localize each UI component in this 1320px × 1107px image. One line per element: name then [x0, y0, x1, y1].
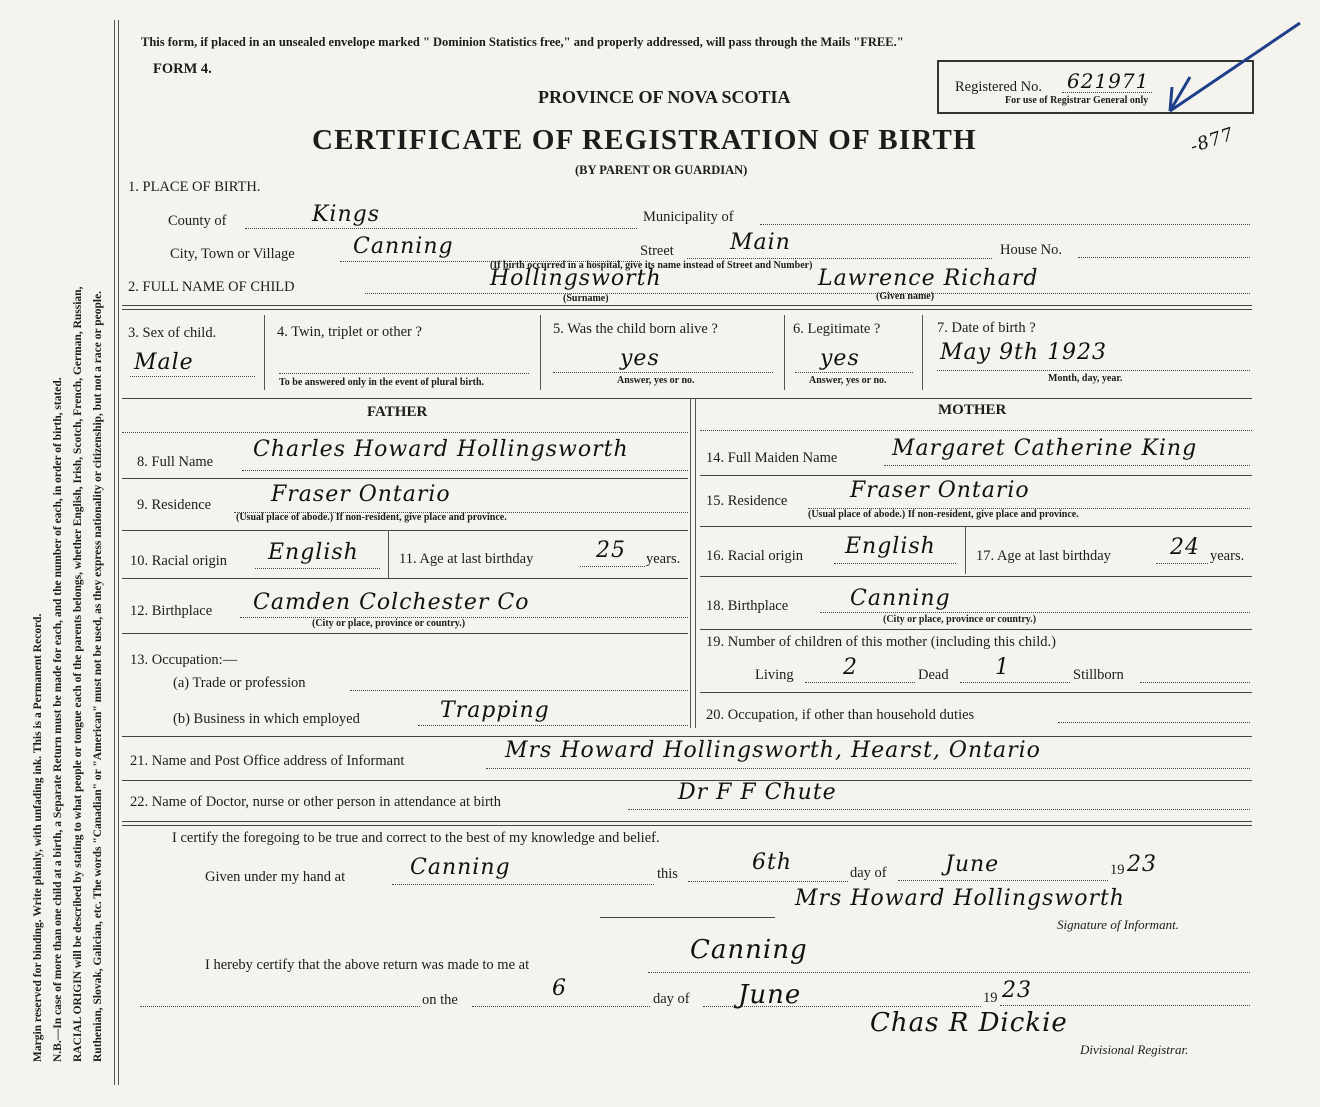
legitimate-caption: Answer, yes or no.	[809, 375, 887, 386]
divider	[122, 633, 688, 634]
this-label: this	[657, 866, 678, 882]
mother-occupation-label: 20. Occupation, if other than household duties	[706, 707, 975, 723]
business-line	[418, 725, 688, 726]
registrar-year-value: 23	[1002, 978, 1032, 1003]
dob-line	[937, 370, 1250, 371]
doctor-value: Dr F F Chute	[678, 780, 837, 805]
mother-birthplace-caption: (City or place, province or country.)	[883, 614, 1037, 625]
binding-margin-rule	[114, 20, 115, 1085]
on-the-label: on the	[422, 992, 458, 1008]
alive-label: 5. Was the child born alive ?	[553, 321, 718, 337]
registrar-dayof-label: day of	[653, 991, 690, 1007]
mother-residence-caption: (Usual place of abode.) If non-resident, give place and province.	[808, 509, 1079, 520]
informant-value: Mrs Howard Hollingsworth, Hearst, Ontario	[505, 738, 1041, 763]
divider	[122, 478, 688, 479]
city-value: Canning	[353, 234, 454, 259]
box-divider	[784, 315, 785, 390]
registered-number: 621971	[1067, 69, 1150, 93]
registrar-day-line	[472, 1006, 650, 1007]
mother-age-label: 17. Age at last birthday	[976, 548, 1111, 564]
cert-day-line	[688, 881, 848, 882]
children-label: 19. Number of children of this mother (including this child.)	[706, 634, 1056, 650]
father-heading: FATHER	[367, 404, 428, 420]
informant-signature-caption: Signature of Informant.	[1057, 917, 1179, 932]
county-value: Kings	[312, 202, 381, 227]
alive-value: yes	[620, 346, 660, 371]
mother-birthplace-label: 18. Birthplace	[706, 598, 789, 614]
house-line	[1078, 257, 1250, 258]
divider	[122, 398, 1252, 399]
informant-line	[486, 768, 1250, 769]
margin-mark: -877	[1187, 123, 1237, 158]
registrar-year-line	[1000, 1005, 1250, 1006]
mother-age-value: 24	[1170, 535, 1200, 560]
child-name-line	[365, 293, 1250, 294]
surname-caption: (Surname)	[563, 293, 609, 304]
father-age-label: 11. Age at last birthday	[399, 551, 534, 567]
cert-month-value: June	[945, 852, 1000, 877]
legitimate-line	[795, 372, 913, 373]
father-residence-value: Fraser Ontario	[271, 482, 451, 507]
living-label: Living	[755, 667, 794, 683]
margin-note-1: Margin reserved for binding. Write plainly, with unfading ink. This is a Permanent Record.	[32, 613, 44, 1062]
father-race-value: English	[268, 540, 359, 565]
dead-line	[960, 682, 1070, 683]
given-under-label: Given under my hand at	[205, 869, 346, 885]
dob-caption: Month, day, year.	[1048, 373, 1123, 384]
legitimate-label: 6. Legitimate ?	[793, 321, 881, 337]
cert-day-value: 6th	[752, 850, 793, 875]
child-given-name: Lawrence Richard	[818, 266, 1039, 291]
box-divider	[388, 530, 389, 578]
father-years-label: years.	[646, 551, 681, 567]
stillborn-line	[1140, 682, 1250, 683]
mother-residence-label: 15. Residence	[706, 493, 788, 509]
hospital-note: (If birth occurred in a hospital, give its name instead of Street and Number)	[490, 260, 813, 271]
certificate-title: CERTIFICATE OF REGISTRATION OF BIRTH	[312, 124, 977, 156]
certify-statement: I certify the foregoing to be true and correct to the best of my knowledge and belief.	[172, 830, 660, 846]
cert-year-prefix: 19	[1110, 862, 1125, 878]
registrar-day-value: 6	[552, 976, 567, 1001]
parents-divider	[695, 398, 696, 728]
given-name-caption: (Given name)	[876, 291, 935, 302]
divider	[700, 430, 1252, 431]
dead-value: 1	[995, 655, 1010, 680]
margin-note-4: Ruthenian, Slovak, Galician, etc. The words "Canadian" or "American" must not be used, as they express nationality or citizenship, but not a race or people.	[92, 290, 104, 1062]
father-age-value: 25	[596, 538, 626, 563]
cert-place-line	[392, 884, 654, 885]
registrar-place-value: Canning	[690, 935, 808, 965]
father-age-line	[580, 566, 645, 567]
legitimate-value: yes	[820, 346, 860, 371]
business-label: (b) Business in which employed	[173, 711, 360, 727]
divider	[122, 736, 1252, 737]
divider	[700, 629, 1252, 630]
mother-age-line	[1156, 563, 1208, 564]
living-value: 2	[843, 655, 858, 680]
signature-line	[600, 917, 775, 918]
certificate-subtitle: (BY PARENT OR GUARDIAN)	[575, 163, 748, 177]
divider	[122, 821, 1252, 826]
stillborn-label: Stillborn	[1073, 667, 1124, 683]
box-divider	[965, 526, 966, 574]
registrar-month-value: June	[738, 980, 802, 1010]
divider	[700, 475, 1252, 476]
divider	[700, 526, 1252, 527]
postal-note: This form, if placed in an unsealed envelope marked " Dominion Statistics free," and properly addressed, will pass through the Mails "FREE."	[141, 35, 904, 49]
binding-margin-rule-inner	[118, 20, 119, 1085]
parents-divider	[690, 398, 691, 728]
street-line	[687, 258, 992, 259]
registrar-statement: I hereby certify that the above return was made to me at	[205, 957, 530, 973]
trade-label: (a) Trade or profession	[173, 675, 306, 691]
county-line	[245, 228, 637, 229]
divider	[122, 432, 688, 433]
father-race-label: 10. Racial origin	[130, 553, 228, 569]
alive-caption: Answer, yes or no.	[617, 375, 695, 386]
business-value: Trapping	[440, 698, 550, 723]
divider	[700, 576, 1252, 577]
place-heading: 1. PLACE OF BIRTH.	[128, 179, 261, 195]
registered-label: Registered No.	[955, 79, 1042, 95]
registrar-note: For use of Registrar General only	[1005, 95, 1149, 106]
twin-note: To be answered only in the event of plural birth.	[279, 377, 485, 388]
sex-line	[130, 376, 255, 377]
dob-value: May 9th 1923	[940, 340, 1108, 365]
dead-label: Dead	[918, 667, 949, 683]
informant-signature: Mrs Howard Hollingsworth	[795, 886, 1125, 911]
form-number: FORM 4.	[153, 61, 212, 77]
registrar-caption: Divisional Registrar.	[1080, 1042, 1189, 1057]
father-race-line	[255, 568, 380, 569]
check-mark-icon	[1160, 15, 1310, 125]
child-surname: Hollingsworth	[490, 266, 662, 291]
living-line	[805, 682, 915, 683]
box-divider	[922, 315, 923, 390]
cert-year-value: 23	[1127, 852, 1157, 877]
mother-heading: MOTHER	[938, 402, 1007, 418]
child-name-label: 2. FULL NAME OF CHILD	[128, 279, 295, 295]
municipality-label: Municipality of	[643, 209, 734, 225]
house-label: House No.	[1000, 242, 1063, 258]
father-name-label: 8. Full Name	[137, 454, 214, 470]
doctor-line	[628, 809, 1250, 810]
margin-note-3: RACIAL ORIGIN will be described by stating to what people or tongue each of the parents belongs, whether English, Irish, Scotch, French, German, Russian,	[72, 286, 84, 1062]
divider	[122, 578, 688, 579]
box-divider	[264, 315, 265, 390]
twin-line	[279, 373, 529, 374]
county-label: County of	[168, 213, 227, 229]
street-label: Street	[640, 243, 674, 259]
mother-birthplace-line	[820, 612, 1250, 613]
registered-line	[1062, 92, 1152, 93]
province-heading: PROVINCE OF NOVA SCOTIA	[538, 87, 791, 107]
father-birthplace-label: 12. Birthplace	[130, 603, 213, 619]
alive-line	[553, 372, 773, 373]
cert-dayof-label: day of	[850, 865, 887, 881]
municipality-line	[760, 224, 1250, 225]
registrar-leader-line	[140, 1006, 420, 1007]
divider	[700, 692, 1252, 693]
box-divider	[540, 315, 541, 390]
sex-label: 3. Sex of child.	[128, 325, 217, 341]
registrar-place-line	[648, 972, 1250, 973]
divider	[122, 530, 688, 531]
mother-race-label: 16. Racial origin	[706, 548, 804, 564]
mother-name-label: 14. Full Maiden Name	[706, 450, 838, 466]
trade-line	[350, 690, 688, 691]
father-residence-caption: (Usual place of abode.) If non-resident, give place and province.	[236, 512, 507, 523]
registrar-signature: Chas R Dickie	[870, 1008, 1068, 1038]
twin-label: 4. Twin, triplet or other ?	[277, 324, 422, 340]
mother-race-value: English	[845, 534, 936, 559]
father-name-line	[242, 470, 688, 471]
cert-place-value: Canning	[410, 855, 511, 880]
father-birthplace-caption: (City or place, province or country.)	[312, 618, 466, 629]
sex-value: Male	[134, 350, 194, 375]
mother-name-line	[884, 465, 1250, 466]
father-residence-label: 9. Residence	[137, 497, 212, 513]
doctor-label: 22. Name of Doctor, nurse or other person in attendance at birth	[130, 794, 502, 810]
mother-name-value: Margaret Catherine King	[892, 436, 1198, 461]
mother-birthplace-value: Canning	[850, 586, 951, 611]
divider	[122, 305, 1252, 310]
mother-race-line	[834, 563, 956, 564]
registrar-year-prefix: 19	[983, 990, 998, 1006]
dob-label: 7. Date of birth ?	[937, 320, 1036, 336]
father-name-value: Charles Howard Hollingsworth	[253, 437, 629, 462]
mother-years-label: years.	[1210, 548, 1245, 564]
informant-label: 21. Name and Post Office address of Informant	[130, 753, 405, 769]
father-birthplace-value: Camden Colchester Co	[253, 590, 530, 615]
cert-month-line	[898, 880, 1108, 881]
mother-occupation-line	[1058, 722, 1250, 723]
margin-note-2: N.B.—In case of more than one child at a birth, a Separate Return must be made for each, and the number of each, in order of birth, stated.	[52, 377, 64, 1062]
street-value: Main	[730, 230, 791, 255]
mother-residence-value: Fraser Ontario	[850, 478, 1030, 503]
father-occupation-label: 13. Occupation:—	[130, 652, 238, 668]
city-label: City, Town or Village	[170, 246, 295, 262]
